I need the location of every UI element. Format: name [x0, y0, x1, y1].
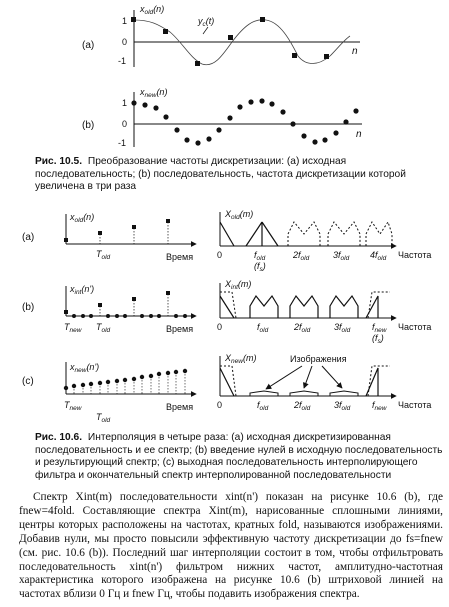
b-2f-old	[293, 322, 311, 334]
sample-dot	[132, 377, 136, 381]
sample-dot	[72, 384, 76, 388]
sample-marker	[98, 231, 102, 235]
a-time-ylabel-arg: (n)	[83, 212, 95, 222]
sample-dot	[259, 98, 264, 103]
a-replica-3	[328, 222, 360, 246]
c-time-axis-label: Время	[166, 402, 194, 412]
a-fs-sub: s	[259, 266, 263, 273]
sample-dot	[343, 119, 348, 124]
c-t-new-sub: new	[69, 405, 82, 412]
a-time-ylabel-main: x	[70, 212, 75, 222]
ylabel-a-arg: (n)	[153, 4, 165, 14]
c-freq-ylabel-sub: new	[231, 358, 243, 365]
a-freq-zero: 0	[217, 250, 223, 260]
sample-dot	[353, 108, 358, 113]
c-time-ylabel	[69, 362, 99, 374]
sample-dot	[269, 101, 274, 106]
b-image-1	[250, 296, 278, 318]
row-b-label: (b)	[22, 302, 35, 313]
figure-10-5	[0, 0, 449, 148]
c-f-old-main: f	[257, 400, 260, 410]
sample-marker	[324, 54, 329, 59]
sample-dot	[115, 379, 119, 383]
c-images-arrow-3	[322, 366, 342, 388]
a-fs	[254, 261, 266, 273]
b-3f-old	[334, 322, 351, 334]
a-2f-old-sub: old	[300, 255, 310, 262]
c-2f-old-sub: old	[301, 405, 311, 412]
sample-marker	[163, 29, 168, 34]
b-t-new-sub: new	[69, 327, 82, 334]
figure-10-5-caption	[35, 156, 443, 194]
b-f-old-sub: old	[259, 327, 269, 334]
figure-10-6-caption-label: Рис. 10.6.	[35, 432, 83, 443]
b-t-old-main: T	[96, 322, 102, 332]
b-image-3	[330, 296, 358, 318]
b-fs-close: )	[380, 333, 384, 343]
c-f-new	[372, 400, 388, 412]
a-f-old-main: f	[254, 250, 257, 260]
c-attenuated-image-2	[290, 391, 318, 396]
c-attenuated-image-3	[330, 391, 358, 396]
c-time-ylabel-sub: new	[74, 367, 87, 374]
zero-dot	[81, 314, 85, 318]
curve-label-arg: (t)	[205, 16, 215, 26]
sample-dot	[183, 369, 187, 373]
sample-dot	[322, 137, 327, 142]
b-f-old	[257, 322, 269, 334]
sample-marker	[260, 17, 265, 22]
sample-dot	[166, 371, 170, 375]
a-t-old	[96, 249, 111, 261]
ylabel-a	[139, 4, 164, 16]
zero-dot	[123, 314, 127, 318]
ylabel-a-main: x	[140, 4, 145, 14]
figure-10-5-caption-label: Рис. 10.5.	[35, 156, 83, 167]
c-t-old-sub: old	[101, 417, 111, 424]
c-f-new-sub: new	[374, 405, 387, 412]
c-f-old-sub: old	[259, 405, 269, 412]
sample-dot	[312, 139, 317, 144]
panel-a-label: (a)	[82, 40, 95, 51]
sample-dot	[248, 99, 253, 104]
sample-dot	[301, 133, 306, 138]
zero-dot	[149, 314, 153, 318]
b-fs-open: (f	[372, 333, 378, 343]
a-freq-ylabel	[224, 209, 253, 221]
b-f-old-main: f	[257, 322, 260, 332]
b-t-new	[64, 322, 83, 334]
b-3f-old-main: 3f	[334, 322, 342, 332]
a-time-axis-label: Время	[166, 252, 194, 262]
b-time-axis-label: Время	[166, 324, 194, 334]
b-image-2	[290, 296, 318, 318]
zero-dot	[106, 314, 110, 318]
new-samples	[131, 98, 358, 145]
sample-dot	[163, 114, 168, 119]
c-freq-ylabel-main: X	[225, 353, 232, 363]
b-replica-fnew	[366, 296, 378, 318]
a-freq-axis-label: Частота	[398, 250, 432, 260]
sample-dot	[81, 383, 85, 387]
b-time-ylabel-arg: (n')	[81, 284, 95, 294]
c-filter-fnew	[368, 366, 390, 396]
sample-dot	[140, 375, 144, 379]
b-freq-ylabel	[224, 279, 251, 291]
c-baseband-spectrum	[220, 368, 234, 396]
c-3f-old-sub: old	[341, 405, 351, 412]
c-2f-old	[293, 400, 311, 412]
sample-dot	[157, 372, 161, 376]
sample-marker	[64, 310, 68, 314]
c-freq-ylabel-arg: (m)	[242, 353, 257, 363]
sample-dot	[89, 382, 93, 386]
sample-marker	[166, 219, 170, 223]
tick-b-1: 1	[122, 98, 128, 108]
figure-10-6-caption-text: Интерполяция в четыре раза: (a) исходная дискретизированная последовательность и ее спектр; (b) введение нулей в исходную последовательность и результирующий спектр; (c) выходная последовательность интерполирующего фильтра и окончательный спектр интерполированной последовательности	[35, 432, 443, 481]
sample-marker	[132, 225, 136, 229]
curve-label	[197, 16, 214, 28]
a-3f-old-main: 3f	[333, 250, 341, 260]
sample-dot	[142, 102, 147, 107]
c-images-arrow-2	[304, 366, 312, 388]
b-baseband-spectrum	[220, 296, 234, 318]
c-baseband-filter	[220, 366, 236, 396]
b-3f-old-sub: old	[341, 327, 351, 334]
c-t-old-main: T	[96, 412, 102, 422]
a-t-old-main: T	[96, 249, 102, 259]
tick-b-0: 0	[122, 119, 128, 129]
sample-dot	[227, 115, 232, 120]
b-t-new-main: T	[64, 322, 70, 332]
sample-dot	[106, 380, 110, 384]
c-freq-ylabel	[224, 353, 256, 365]
sample-marker	[166, 291, 170, 295]
tick-a-m1: -1	[118, 56, 127, 66]
sample-dot	[206, 136, 211, 141]
sample-dot	[149, 374, 153, 378]
c-f-new-main: f	[372, 400, 375, 410]
row-a-label: (a)	[22, 232, 35, 243]
curve-label-sub: c	[202, 21, 206, 28]
a-4f-old	[370, 250, 387, 262]
ylabel-b-sub: new	[144, 92, 157, 99]
c-images-label: Изображения	[290, 354, 347, 364]
x-axis-a-label: n	[352, 46, 358, 57]
panel-b-label: (b)	[82, 120, 95, 131]
b-time-ylabel	[69, 284, 94, 296]
a-baseband-spectrum	[220, 222, 234, 246]
sample-dot	[290, 121, 295, 126]
tick-a-1: 1	[122, 16, 128, 26]
c-time-ylabel-arg: (n')	[86, 362, 100, 372]
x-axis-b-label: n	[356, 129, 362, 140]
a-fs-close: )	[262, 261, 266, 271]
b-freq-ylabel-arg: (m)	[237, 279, 252, 289]
a-replica-2	[288, 222, 320, 246]
b-freq-ylabel-sub: int	[231, 284, 238, 291]
a-4f-old-main: 4f	[370, 250, 378, 260]
zero-dot	[174, 314, 178, 318]
b-lowpass-response	[220, 292, 236, 318]
zero-dot	[72, 314, 76, 318]
sample-marker	[132, 297, 136, 301]
sample-dot	[333, 130, 338, 135]
c-t-new	[64, 400, 83, 412]
tick-a-0: 0	[122, 37, 128, 47]
b-freq-axis-label: Частота	[398, 322, 432, 332]
b-t-old-sub: old	[101, 327, 111, 334]
c-3f-old	[334, 400, 351, 412]
ylabel-a-sub: old	[144, 9, 154, 16]
figure-10-5-caption-text: Преобразование частоты дискретизации: (a) исходная последовательность; (b) последовательность, частота дискретизации которой увеличена в три раза	[35, 156, 406, 193]
b-fs-sub: s	[377, 338, 381, 345]
sample-dot	[195, 140, 200, 145]
figure-10-6-caption	[35, 432, 443, 482]
c-time-ylabel-main: x	[70, 362, 75, 372]
c-f-old	[257, 400, 269, 412]
sample-marker	[195, 61, 200, 66]
b-fs	[372, 333, 384, 345]
a-freq-ylabel-main: X	[225, 209, 232, 219]
sample-marker	[131, 17, 136, 22]
a-replica-4	[366, 222, 392, 246]
zero-dot	[140, 314, 144, 318]
a-3f-old	[333, 250, 350, 262]
sample-dot	[131, 100, 136, 105]
sample-marker	[292, 53, 297, 58]
sample-dot	[98, 381, 102, 385]
a-2f-old	[292, 250, 310, 262]
sample-dot	[237, 104, 242, 109]
row-c-label: (c)	[22, 376, 34, 387]
c-t-new-main: T	[64, 400, 70, 410]
b-time-ylabel-main: x	[70, 284, 75, 294]
a-f-old-sub: old	[256, 255, 266, 262]
b-freq-ylabel-main: X	[225, 279, 232, 289]
c-freq-zero: 0	[217, 400, 223, 410]
zero-dot	[89, 314, 93, 318]
figure-10-6	[0, 196, 449, 430]
sample-dot	[184, 137, 189, 142]
ylabel-b-main: x	[140, 87, 145, 97]
ylabel-b	[139, 87, 167, 99]
c-2f-old-main: 2f	[294, 400, 302, 410]
curve-label-main: y	[198, 16, 203, 26]
b-freq-zero: 0	[217, 322, 223, 332]
b-t-old	[96, 322, 111, 334]
zero-dot	[183, 314, 187, 318]
c-freq-axis-label: Частота	[398, 400, 432, 410]
zero-dot	[157, 314, 161, 318]
b-f-new-sub: new	[374, 327, 387, 334]
zero-dot	[115, 314, 119, 318]
body-paragraph: Спектр Xint(m) последовательности xint(n') показан на рисунке 10.6 (b), где fnew=4fold. Составляющие спектра Xint(m), нарисованные сплошными линиями, центры которых расположены на частотах, кратных fold, называются изображениями. Добавив нули, мы просто повысили эффективную частоту дискретизации до fs=fnew (см. рис. 10.6 (b)). Последний шаг интерполяции состоит в том, чтобы отфильтровать последовательность xint(n') фильтром нижних частот, амплитудно-частотная характеристика которого изображена на рисунке 10.6 (b) штриховой линией на частотах вблизи 0 Гц и fnew Гц, чтобы подавить изображения спектра.	[19, 491, 443, 601]
c-attenuated-image-1	[250, 391, 278, 396]
b-time-ylabel-sub: int	[74, 289, 82, 296]
sample-marker	[228, 35, 233, 40]
a-time-ylabel	[69, 212, 94, 224]
b-lowpass-response-image	[368, 292, 390, 318]
a-2f-old-main: 2f	[293, 250, 301, 260]
sample-dot	[123, 378, 127, 382]
sample-marker	[98, 303, 102, 307]
c-t-old	[96, 412, 111, 424]
b-2f-old-main: 2f	[294, 322, 302, 332]
curve-label-leader	[203, 27, 208, 34]
ylabel-b-arg: (n)	[156, 87, 168, 97]
sample-dot	[153, 105, 158, 110]
sample-dot	[174, 127, 179, 132]
sample-dot	[216, 127, 221, 132]
a-fs-open: (f	[254, 261, 260, 271]
b-f-new-main: f	[372, 322, 375, 332]
b-2f-old-sub: old	[301, 327, 311, 334]
a-freq-ylabel-sub: old	[231, 214, 240, 221]
c-replica-fnew	[366, 368, 378, 396]
sample-dot	[174, 370, 178, 374]
a-time-ylabel-sub: old	[74, 217, 84, 224]
a-freq-ylabel-arg: (m)	[239, 209, 254, 219]
a-3f-old-sub: old	[340, 255, 350, 262]
a-4f-old-sub: old	[377, 255, 387, 262]
c-3f-old-main: 3f	[334, 400, 342, 410]
sample-dot	[280, 109, 285, 114]
c-images-arrow-1	[266, 366, 302, 389]
sample-marker	[64, 238, 68, 242]
sample-dot	[64, 386, 68, 390]
a-t-old-sub: old	[101, 254, 111, 261]
tick-b-m1: -1	[118, 138, 127, 148]
